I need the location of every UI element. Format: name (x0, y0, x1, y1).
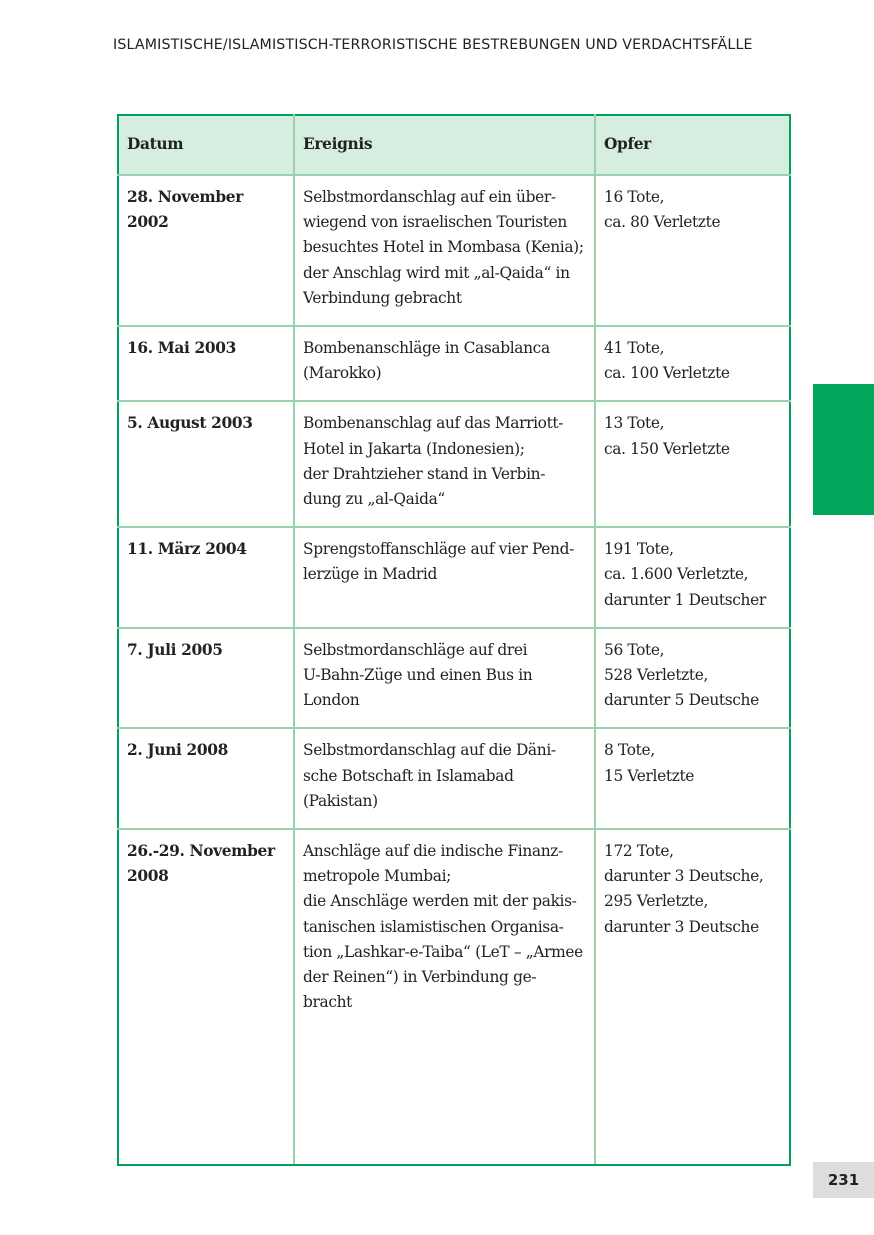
victims-cell: 191 Tote, ca. 1.600 Verletzte, darunter 1 Deutscher (595, 527, 790, 628)
date-cell: 28. November 2002 (118, 175, 294, 326)
victims-cell: 8 Tote, 15 Verletzte (595, 728, 790, 829)
table-row (118, 829, 790, 1165)
date-cell: 11. März 2004 (118, 527, 294, 628)
event-cell: Selbstmordanschläge auf drei U-Bahn-Züge und einen Bus in London (294, 628, 595, 729)
date-cell: 16. Mai 2003 (118, 326, 294, 401)
event-cell: Sprengstoffanschläge auf vier Pend- lerzüge in Madrid (294, 527, 595, 628)
victims-cell: 16 Tote, ca. 80 Verletzte (595, 175, 790, 326)
date-cell: 5. August 2003 (118, 401, 294, 527)
date-cell: 2. Juni 2008 (118, 728, 294, 829)
event-cell: Anschläge auf die indische Finanz- metropole Mumbai; die Anschläge werden mit der pakis- tanischen islamistischen Organisa- tion „Lashkar-e-Taiba“ (LeT – „Armee der Reinen“) in Verbindung ge- bracht (294, 829, 595, 1165)
event-cell: Selbstmordanschlag auf ein über- wiegend von israelischen Touristen besuchtes Hotel in Mombasa (Kenia); der Anschlag wird mit „al-Qaida“ in Verbindung gebracht (294, 175, 595, 326)
date-cell: 7. Juli 2005 (118, 628, 294, 729)
victims-cell: 13 Tote, ca. 150 Verletzte (595, 401, 790, 527)
victims-cell: 41 Tote, ca. 100 Verletzte (595, 326, 790, 401)
table-row (118, 175, 790, 326)
column-header-opfer: Opfer (595, 115, 790, 175)
event-cell: Bombenanschlag auf das Marriott- Hotel in Jakarta (Indonesien); der Drahtzieher stand in Verbin- dung zu „al-Qaida“ (294, 401, 595, 527)
table-header-row (118, 115, 790, 175)
table-row (118, 527, 790, 628)
page-number: 231 (813, 1162, 874, 1198)
event-cell: Selbstmordanschlag auf die Däni- sche Botschaft in Islamabad (Pakistan) (294, 728, 595, 829)
table-row (118, 401, 790, 527)
events-table (117, 114, 791, 1166)
date-cell: 26.-29. November 2008 (118, 829, 294, 1165)
chapter-side-tab (813, 384, 874, 515)
table-row (118, 628, 790, 729)
table-row (118, 728, 790, 829)
victims-cell: 56 Tote, 528 Verletzte, darunter 5 Deutsche (595, 628, 790, 729)
victims-cell: 172 Tote, darunter 3 Deutsche, 295 Verletzte, darunter 3 Deutsche (595, 829, 790, 1165)
event-cell: Bombenanschläge in Casablanca (Marokko) (294, 326, 595, 401)
column-header-datum: Datum (118, 115, 294, 175)
table-row (118, 326, 790, 401)
column-header-ereignis: Ereignis (294, 115, 595, 175)
running-header: ISLAMISTISCHE/ISLAMISTISCH-TERRORISTISCHE BESTREBUNGEN UND VERDACHTSFÄLLE (113, 37, 753, 53)
